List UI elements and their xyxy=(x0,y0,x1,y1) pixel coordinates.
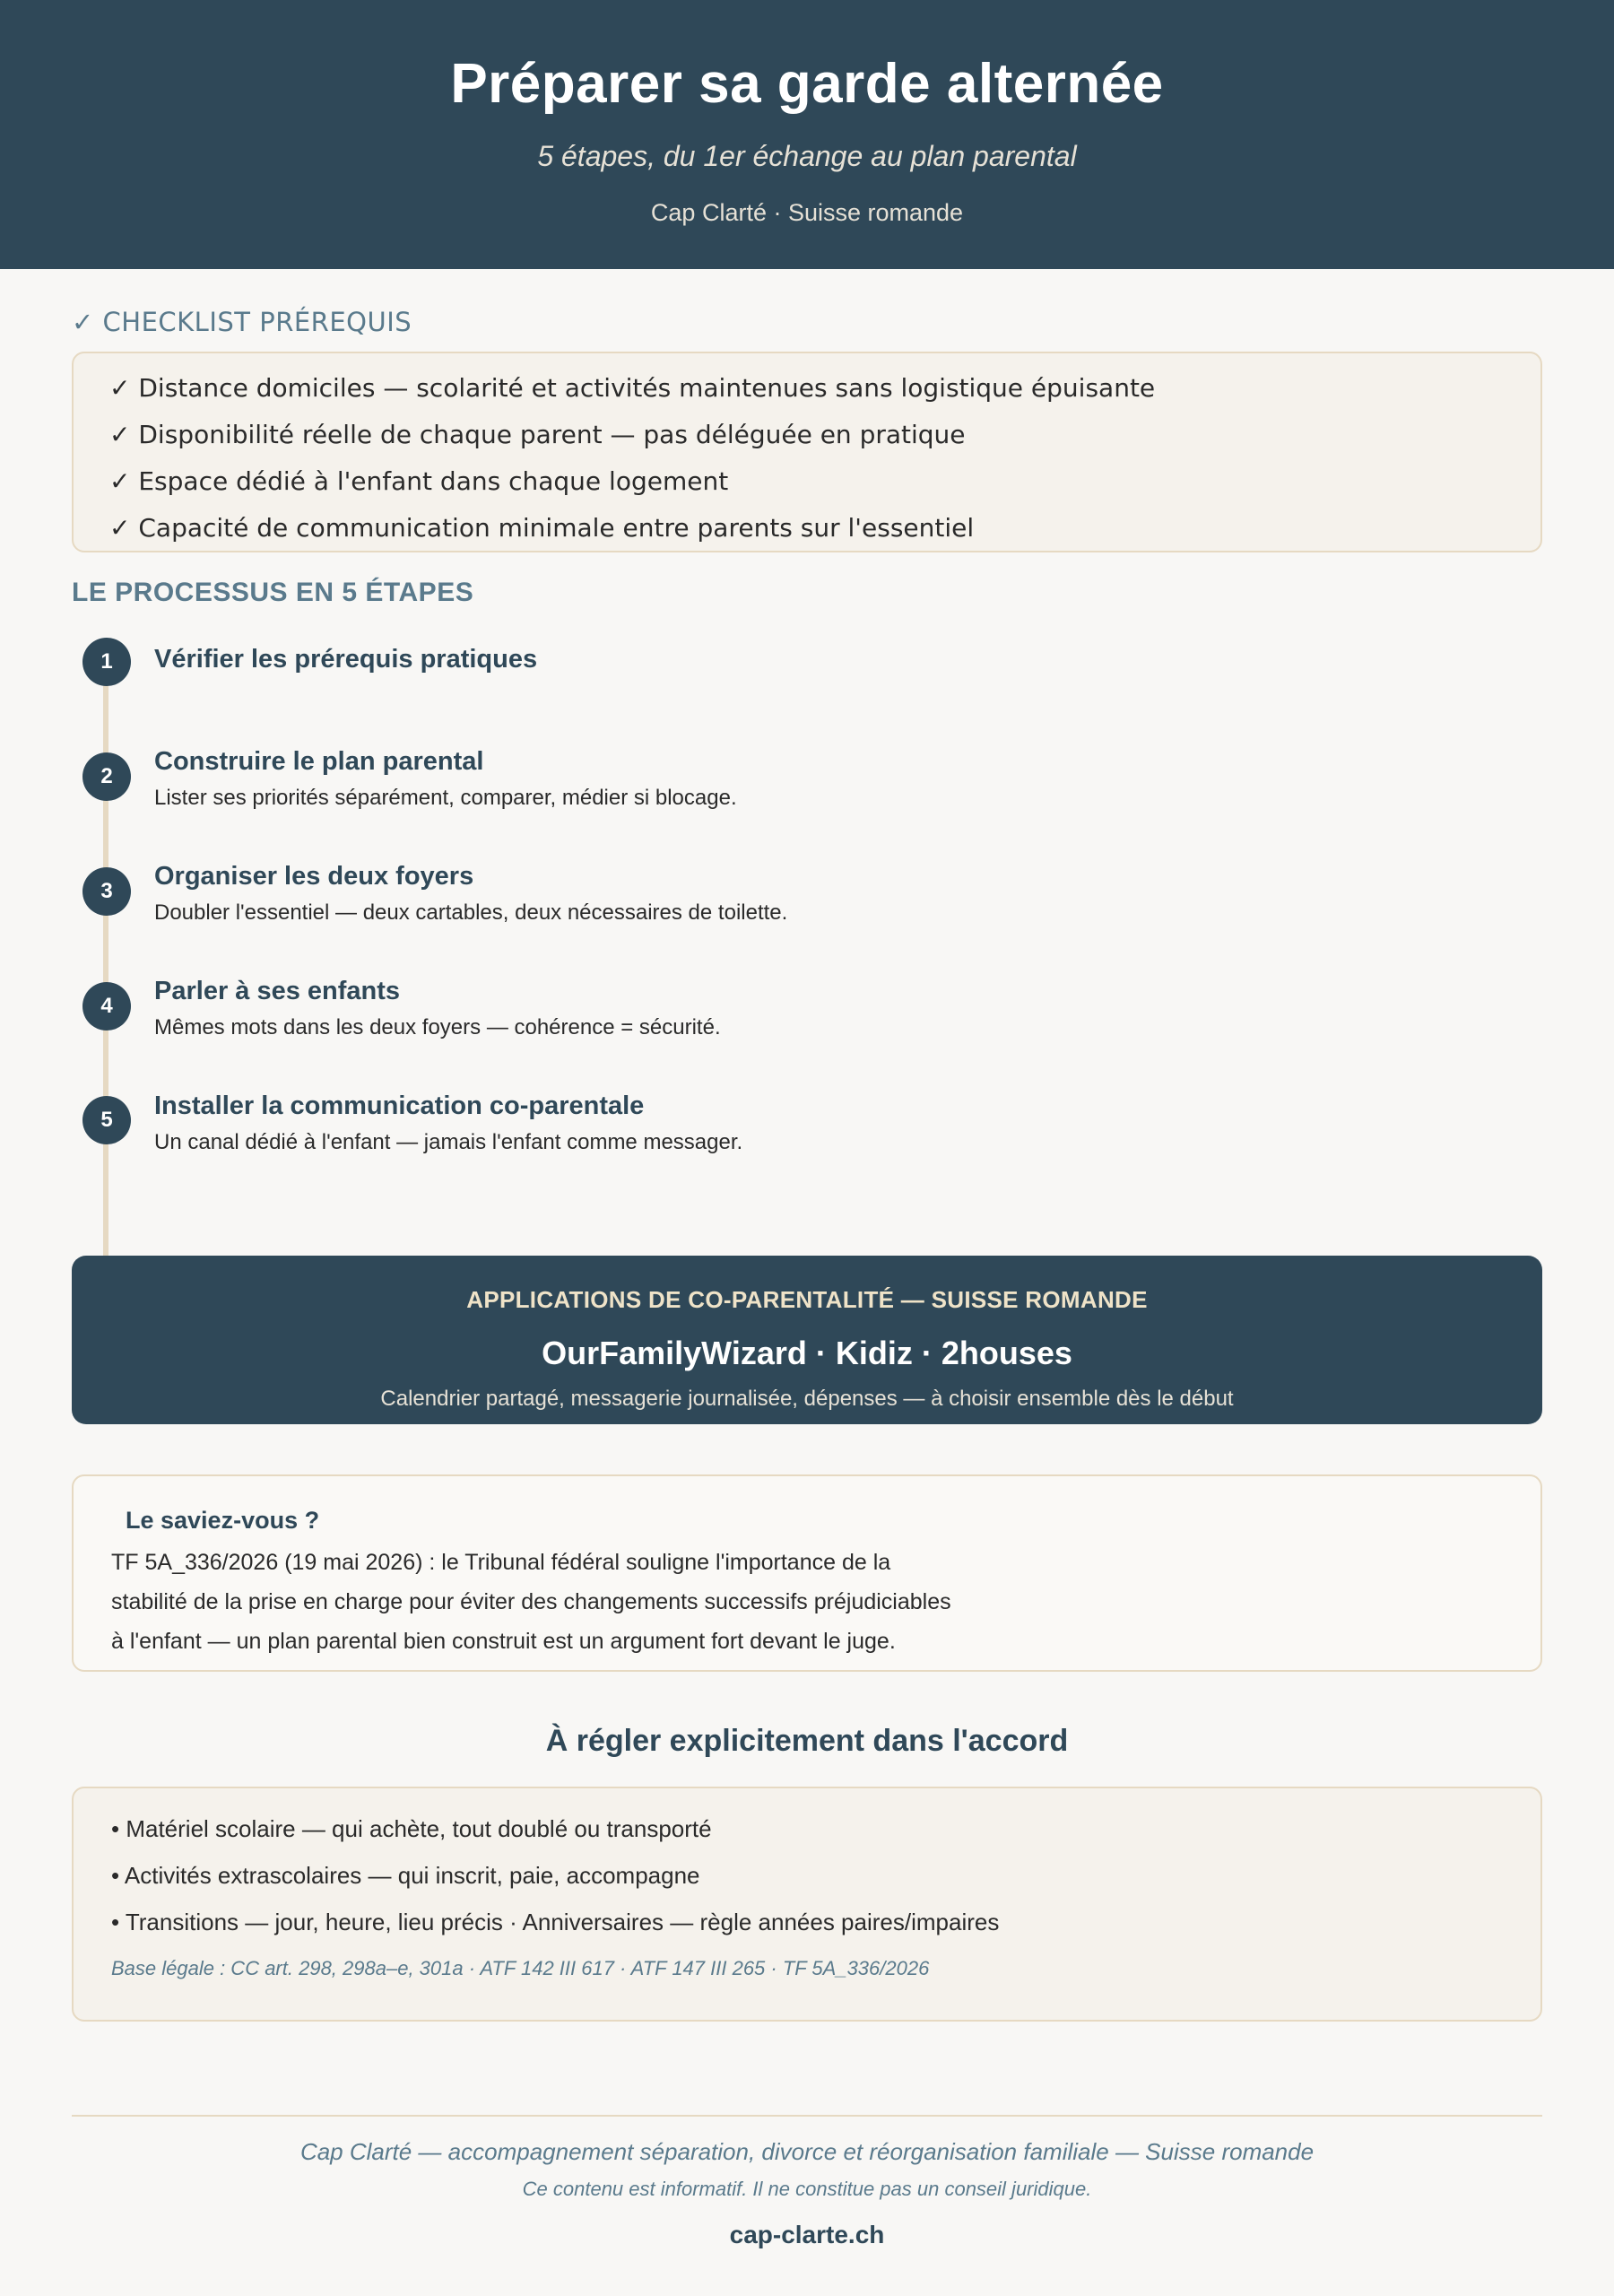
step-number-4: 4 xyxy=(82,982,131,1031)
step-title-3: Organiser les deux foyers xyxy=(154,862,474,891)
legal-basis: Base légale : CC art. 298, 298a–e, 301a · ATF 142 III 617 · ATF 147 III 265 · TF 5A_336/2026 xyxy=(111,1957,930,1979)
step-description-5: Un canal dédié à l'enfant — jamais l'enfant comme messager. xyxy=(154,1130,743,1154)
step-number-1: 1 xyxy=(82,638,131,686)
apps-names: OurFamilyWizard · Kidiz · 2houses xyxy=(542,1335,1072,1371)
footer-divider xyxy=(72,2115,1542,2117)
page-subtitle: 5 étapes, du 1er échange au plan parental xyxy=(537,140,1077,172)
did-you-know-box xyxy=(72,1474,1542,1672)
checklist-item: ✓ Capacité de communication minimale entre parents sur l'essentiel xyxy=(109,513,975,543)
step-number-3: 3 xyxy=(82,867,131,916)
organization-label: Cap Clarté · Suisse romande xyxy=(650,199,964,226)
step-description-2: Lister ses priorités séparément, comparer, médier si blocage. xyxy=(154,786,737,810)
step-description-4: Mêmes mots dans les deux foyers — cohérence = sécurité. xyxy=(154,1015,721,1039)
step-title-2: Construire le plan parental xyxy=(154,747,484,776)
agreement-item: • Activités extrascolaires — qui inscrit, paie, accompagne xyxy=(111,1862,700,1889)
header-banner xyxy=(0,0,1614,269)
page-title: Préparer sa garde alternée xyxy=(450,53,1164,115)
checklist-item: ✓ Distance domiciles — scolarité et activités maintenues sans logistique épuisante xyxy=(109,373,1156,403)
step-description-3: Doubler l'essentiel — deux cartables, deux nécessaires de toilette. xyxy=(154,900,788,925)
step-number-2: 2 xyxy=(82,752,131,801)
step-title-4: Parler à ses enfants xyxy=(154,977,401,1005)
agreement-item: • Transitions — jour, heure, lieu précis · Anniversaires — règle années paires/impaires xyxy=(111,1909,1000,1935)
footer-tagline: Cap Clarté — accompagnement séparation, divorce et réorganisation familiale — Suisse romande xyxy=(299,2138,1315,2165)
process-title: LE PROCESSUS EN 5 ÉTAPES xyxy=(72,578,474,607)
timeline-line xyxy=(103,662,108,1256)
footer-website-link[interactable]: cap-clarte.ch xyxy=(729,2221,885,2248)
checklist-box xyxy=(72,352,1542,552)
step-title-1: Vérifier les prérequis pratiques xyxy=(154,645,538,674)
checklist-item: ✓ Espace dédié à l'enfant dans chaque logement xyxy=(109,466,729,496)
agreement-item: • Matériel scolaire — qui achète, tout doublé ou transporté xyxy=(111,1815,712,1842)
step-title-5: Installer la communication co-parentale xyxy=(154,1091,645,1120)
did-you-know-heading: Le saviez-vous ? xyxy=(126,1507,320,1534)
checklist-item: ✓ Disponibilité réelle de chaque parent — pas déléguée en pratique xyxy=(109,420,966,449)
did-you-know-line: stabilité de la prise en charge pour éviter des changements successifs préjudiciables xyxy=(111,1589,951,1614)
did-you-know-line: à l'enfant — un plan parental bien construit est un argument fort devant le juge. xyxy=(111,1629,896,1654)
apps-description: Calendrier partagé, messagerie journalisée, dépenses — à choisir ensemble dès le début xyxy=(380,1387,1234,1411)
checklist-title: ✓ CHECKLIST PRÉREQUIS xyxy=(72,307,412,337)
apps-kicker: APPLICATIONS DE CO-PARENTALITÉ — SUISSE ROMANDE xyxy=(466,1286,1148,1313)
step-number-5: 5 xyxy=(82,1096,131,1144)
agreement-box xyxy=(72,1787,1542,2022)
did-you-know-line: TF 5A_336/2026 (19 mai 2026) : le Tribunal fédéral souligne l'importance de la xyxy=(111,1550,891,1575)
agreement-title: À régler explicitement dans l'accord xyxy=(545,1724,1069,1758)
apps-banner xyxy=(72,1256,1542,1424)
footer-disclaimer: Ce contenu est informatif. Il ne constitue pas un conseil juridique. xyxy=(522,2178,1092,2200)
